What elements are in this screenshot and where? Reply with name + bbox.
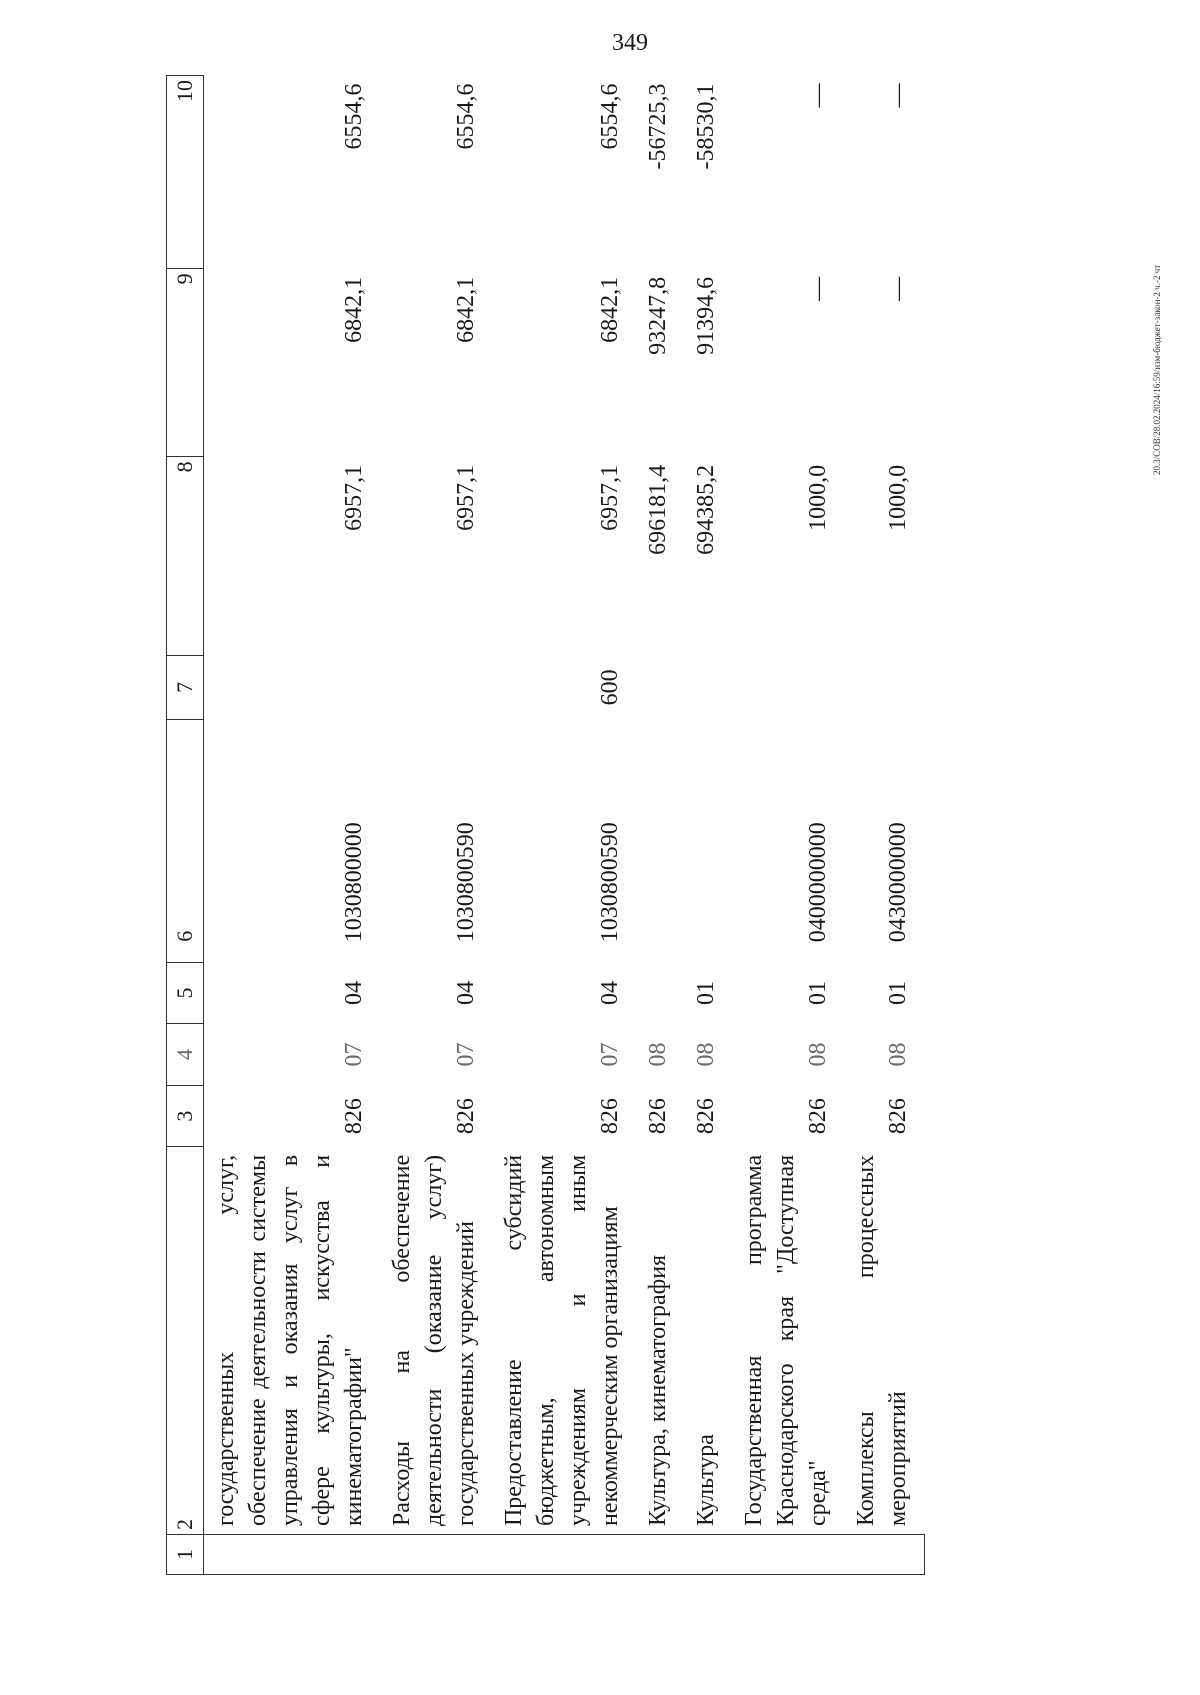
table-row: [492, 76, 636, 1575]
cell-col-3: 826: [885, 1098, 911, 1135]
header-col-1: 1: [167, 1535, 204, 1575]
cell-col-3: 826: [597, 1098, 623, 1135]
cell-col-5: 01: [805, 980, 831, 1005]
cell-col-5: [636, 962, 684, 1024]
header-col-4: 4: [167, 1024, 204, 1086]
cell-col-3: 826: [453, 1098, 479, 1135]
cell-col-2: Культура: [693, 1434, 719, 1527]
cell-col-2: Расходы на обеспечение деятельности (оказание услуг) государственных учреждений: [389, 1154, 479, 1527]
cell-col-7: [844, 656, 924, 720]
header-row: [167, 76, 204, 1575]
cell-col-10: -58530,1: [693, 83, 719, 170]
cell-col-8: 1000,0: [885, 464, 911, 531]
cell-col-10: —: [885, 83, 911, 108]
cell-col-10: 6554,6: [597, 83, 623, 150]
cell-col-10: 6554,6: [341, 83, 367, 150]
cell-col-4: 08: [693, 1042, 719, 1067]
cell-col-2: Культура, кинематография: [645, 1254, 671, 1527]
cell-col-2: Государственная программа Краснодарского края "Доступная среда": [741, 1154, 831, 1527]
cell-col-1: [380, 1535, 492, 1575]
table-row: [844, 76, 924, 1575]
cell-col-9: 6842,1: [597, 276, 623, 343]
cell-col-8: 696181,4: [645, 464, 671, 555]
table-row: [636, 76, 684, 1575]
table-body: [204, 76, 925, 1575]
cell-col-3: 826: [693, 1098, 719, 1135]
page-number: 349: [612, 30, 648, 56]
cell-col-2: Предоставление субсидий бюджетным, автономным учреждениям и иным некоммерческим организациям: [501, 1154, 623, 1527]
cell-col-7: 600: [597, 669, 623, 706]
header-col-2: 2: [167, 1147, 204, 1535]
cell-col-1: [492, 1535, 636, 1575]
cell-col-8: 6957,1: [597, 464, 623, 531]
cell-col-2: государственных услуг, обеспечение деятельности системы управления и оказания услуг в сфере культуры, искусства и кинематографии": [213, 1154, 367, 1527]
cell-col-2: Комплексы процессных мероприятий: [853, 1154, 911, 1527]
cell-col-1: [636, 1535, 684, 1575]
cell-col-3: 826: [645, 1098, 671, 1135]
cell-col-7: [732, 656, 844, 720]
cell-col-9: 93247,8: [645, 276, 671, 355]
cell-col-6: 0430000000: [885, 822, 911, 943]
header-col-7: 7: [167, 656, 204, 720]
cell-col-6: [636, 719, 684, 962]
cell-col-1: [684, 1535, 732, 1575]
cell-col-6: [684, 719, 732, 962]
cell-col-3: 826: [805, 1098, 831, 1135]
cell-col-5: 01: [885, 980, 911, 1005]
header-col-8: 8: [167, 457, 204, 656]
table-row: [684, 76, 732, 1575]
cell-col-3: 826: [341, 1098, 367, 1135]
budget-table: [166, 75, 925, 1575]
cell-col-6: 0400000000: [805, 822, 831, 943]
cell-col-7: [204, 656, 381, 720]
cell-col-1: [732, 1535, 844, 1575]
cell-col-4: 07: [453, 1042, 479, 1067]
rotated-budget-table: [166, 75, 1046, 1575]
cell-col-5: 04: [453, 980, 479, 1005]
cell-col-1: [204, 1535, 381, 1575]
table-row: [732, 76, 844, 1575]
cell-col-9: 6842,1: [453, 276, 479, 343]
cell-col-8: 6957,1: [341, 464, 367, 531]
cell-col-4: 07: [341, 1042, 367, 1067]
cell-col-10: 6554,6: [453, 83, 479, 150]
cell-col-6: 1030800590: [453, 822, 479, 943]
cell-col-7: [684, 656, 732, 720]
cell-col-4: 08: [805, 1042, 831, 1067]
cell-col-1: [844, 1535, 924, 1575]
cell-col-4: 08: [885, 1042, 911, 1067]
cell-col-8: 6957,1: [453, 464, 479, 531]
header-col-3: 3: [167, 1085, 204, 1147]
cell-col-5: 04: [597, 980, 623, 1005]
cell-col-9: —: [885, 276, 911, 301]
cell-col-6: 1030800000: [341, 822, 367, 943]
cell-col-10: —: [805, 83, 831, 108]
cell-col-5: 04: [341, 980, 367, 1005]
cell-col-7: [636, 656, 684, 720]
cell-col-7: [380, 656, 492, 720]
cell-col-10: -56725,3: [645, 83, 671, 170]
table-row: [380, 76, 492, 1575]
header-col-6: 6: [167, 719, 204, 962]
header-col-9: 9: [167, 269, 204, 457]
table-row: [204, 76, 381, 1575]
cell-col-9: —: [805, 276, 831, 301]
cell-col-4: 08: [645, 1042, 671, 1067]
footer-document-code: 20.3/СОВ/28.02.2024/16:59/изм-бюджет-закон-2 ч.-2 чт: [1152, 264, 1162, 475]
cell-col-6: 1030800590: [597, 822, 623, 943]
cell-col-4: 07: [597, 1042, 623, 1067]
cell-col-9: 6842,1: [341, 276, 367, 343]
cell-col-5: 01: [693, 980, 719, 1005]
cell-col-9: 91394,6: [693, 276, 719, 355]
cell-col-8: 694385,2: [693, 464, 719, 555]
header-col-5: 5: [167, 962, 204, 1024]
header-col-10: 10: [167, 76, 204, 269]
cell-col-8: 1000,0: [805, 464, 831, 531]
